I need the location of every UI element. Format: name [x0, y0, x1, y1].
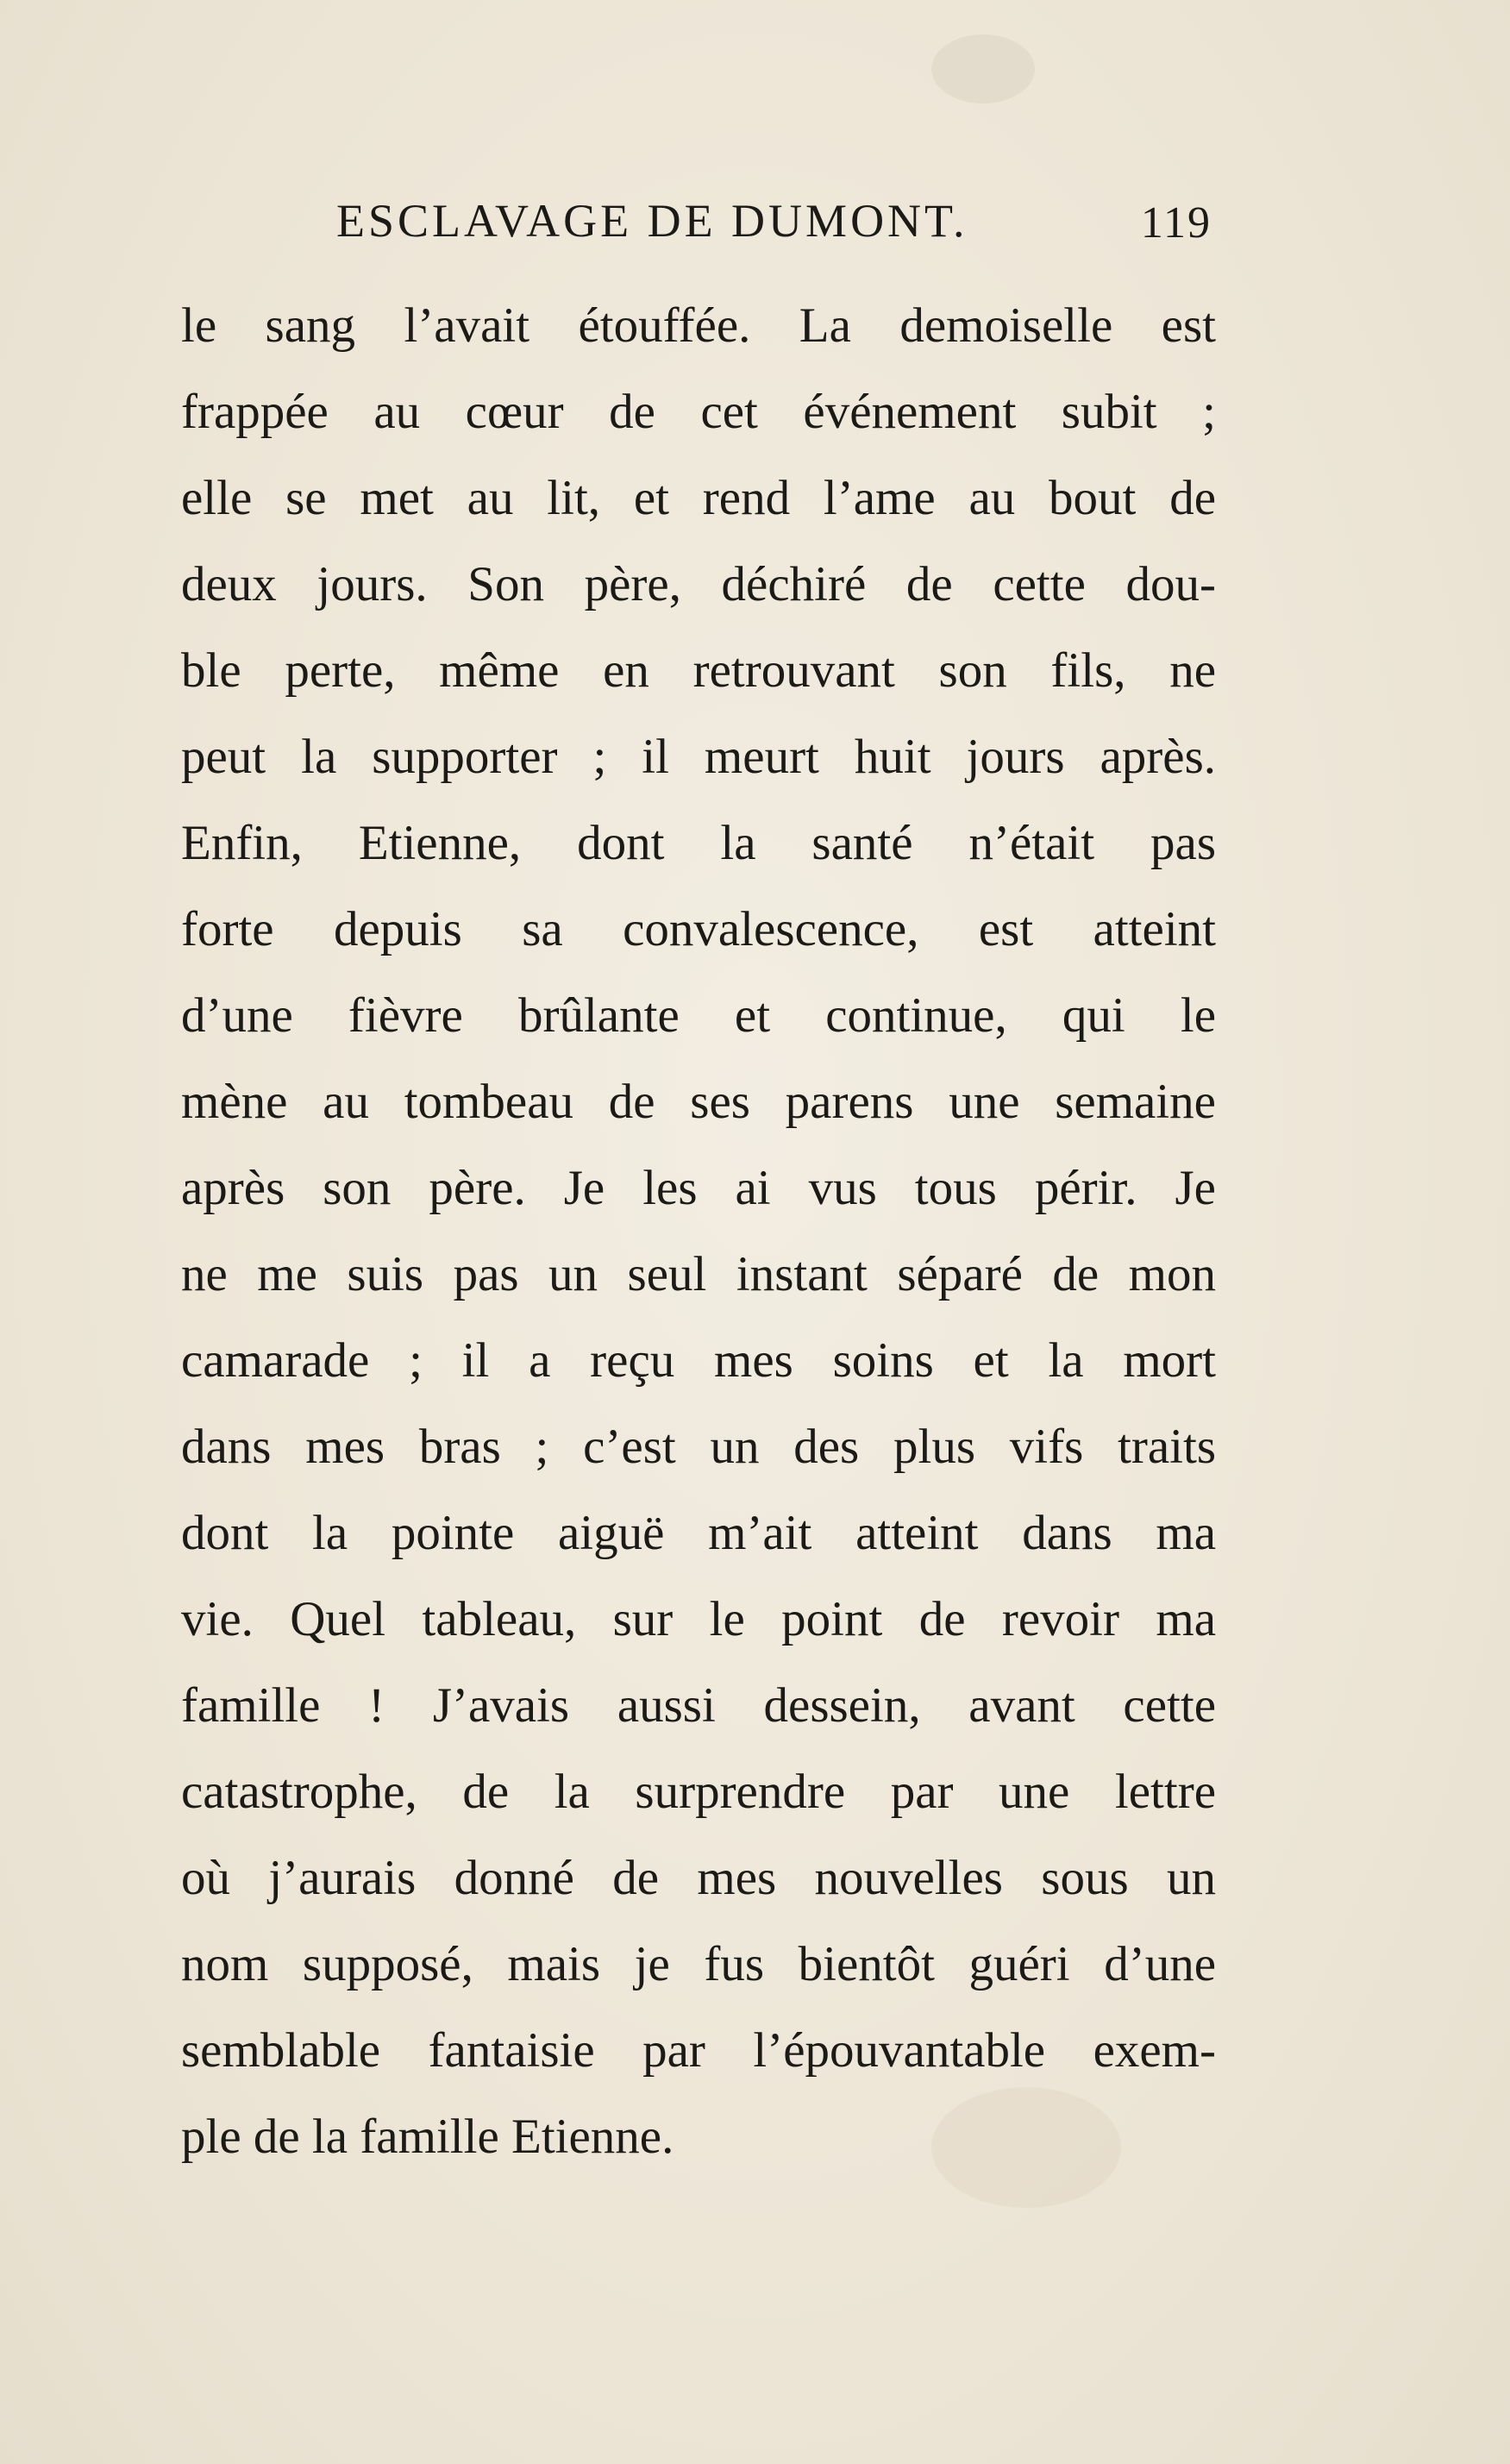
text-line: peut la supporter ; il meurt huit jours après.: [181, 730, 1216, 784]
page-header: [336, 194, 1212, 254]
text-line: après son père. Je les ai vus tous périr. Je: [181, 1161, 1216, 1215]
text-line: famille ! J’avais aussi dessein, avant cette: [181, 1678, 1216, 1733]
text-line: nom supposé, mais je fus bientôt guéri d’une: [181, 1937, 1216, 1991]
text-line: elle se met au lit, et rend l’ame au bout de: [181, 471, 1216, 525]
text-line: deux jours. Son père, déchiré de cette dou-: [181, 557, 1216, 611]
text-line: mène au tombeau de ses parens une semaine: [181, 1075, 1216, 1129]
paper-stain: [931, 34, 1035, 103]
text-line: Enfin, Etienne, dont la santé n’était pas: [181, 816, 1216, 870]
text-line: camarade ; il a reçu mes soins et la mort: [181, 1333, 1216, 1388]
text-line-last: ple de la famille Etienne.: [181, 2110, 674, 2164]
text-line: dans mes bras ; c’est un des plus vifs traits: [181, 1420, 1216, 1474]
text-line: le sang l’avait étouffée. La demoiselle est: [181, 298, 1216, 353]
text-line: catastrophe, de la surprendre par une lettre: [181, 1765, 1216, 1819]
text-line: ne me suis pas un seul instant séparé de mon: [181, 1247, 1216, 1301]
text-line: d’une fièvre brûlante et continue, qui le: [181, 988, 1216, 1043]
text-line: frappée au cœur de cet événement subit ;: [181, 385, 1216, 439]
text-line: semblable fantaisie par l’épouvantable exem-: [181, 2023, 1216, 2078]
running-title: ESCLAVAGE DE DUMONT.: [336, 195, 968, 247]
page-number: 119: [1140, 198, 1212, 248]
body-text: [181, 283, 1216, 2180]
text-line: où j’aurais donné de mes nouvelles sous un: [181, 1851, 1216, 1905]
text-line: vie. Quel tableau, sur le point de revoir ma: [181, 1592, 1216, 1646]
text-line: dont la pointe aiguë m’ait atteint dans ma: [181, 1506, 1216, 1560]
text-line: forte depuis sa convalescence, est atteint: [181, 902, 1216, 956]
text-line: ble perte, même en retrouvant son fils, ne: [181, 643, 1216, 698]
